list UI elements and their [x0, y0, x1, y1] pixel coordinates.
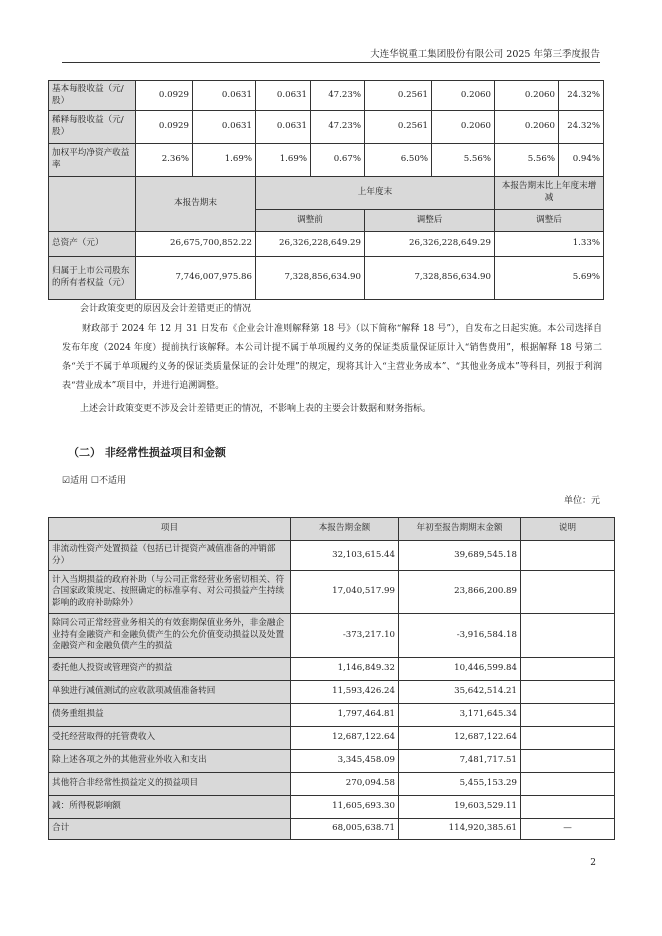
- key-metrics-table: [48, 80, 604, 300]
- ytd-amount: 7,481,717.51: [399, 750, 521, 773]
- header-current: 本报告期末: [136, 177, 256, 232]
- value-cell: 47.23%: [311, 111, 365, 144]
- current-amount: 1,146,849.32: [291, 658, 399, 681]
- note: [521, 773, 615, 796]
- row-label: 计入当期损益的政府补助（与公司正常经营业务密切相关、符合国家政策规定、按照确定的标准享有、对公司损益产生持续影响的政府补助除外）: [49, 571, 291, 614]
- note: [521, 681, 615, 704]
- value-cell: 7,746,007,975.86: [136, 257, 256, 300]
- note: [521, 727, 615, 750]
- current-amount: 11,593,426.24: [291, 681, 399, 704]
- table-row: [49, 727, 615, 750]
- table-row: [49, 750, 615, 773]
- note: —: [521, 819, 615, 840]
- value-cell: 1.33%: [495, 232, 604, 257]
- note: [521, 750, 615, 773]
- row-label: 基本每股收益（元/股）: [49, 81, 136, 111]
- current-amount: -373,217.10: [291, 614, 399, 658]
- value-cell: 0.0631: [193, 111, 256, 144]
- row-label: 非流动性资产处置损益（包括已计提资产减值准备的冲销部分）: [49, 541, 291, 571]
- value-cell: 1.69%: [193, 144, 256, 177]
- page-number: 2: [590, 858, 596, 868]
- ytd-amount: 12,687,122.64: [399, 727, 521, 750]
- page-header: 大连华锐重工集团股份有限公司 2025 年第三季度报告: [370, 49, 600, 60]
- table-row: [49, 144, 604, 177]
- header-ytd-amount: 年初至报告期期末金额: [399, 518, 521, 541]
- header-note: 说明: [521, 518, 615, 541]
- value-cell: 5.56%: [432, 144, 495, 177]
- value-cell: 0.94%: [559, 144, 604, 177]
- table-row: [49, 681, 615, 704]
- value-cell: 0.0631: [193, 81, 256, 111]
- value-cell: 0.2060: [495, 111, 559, 144]
- table-header-row: [49, 177, 604, 210]
- value-cell: 0.67%: [311, 144, 365, 177]
- header-after: 调整后: [365, 210, 495, 232]
- table-row: [49, 81, 604, 111]
- current-amount: 11,605,693.30: [291, 796, 399, 819]
- row-label: 总资产（元）: [49, 232, 136, 257]
- note: [521, 796, 615, 819]
- value-cell: 24.32%: [559, 111, 604, 144]
- table-row: [49, 257, 604, 300]
- header-rule: [62, 62, 600, 63]
- value-cell: 47.23%: [311, 81, 365, 111]
- current-amount: 1,797,464.81: [291, 704, 399, 727]
- header-after-change: 调整后: [495, 210, 604, 232]
- header-last-year: 上年度末: [256, 177, 495, 210]
- table-row: [49, 819, 615, 840]
- table-row: [49, 658, 615, 681]
- ytd-amount: -3,916,584.18: [399, 614, 521, 658]
- table-row: [49, 571, 615, 614]
- value-cell: 6.50%: [365, 144, 432, 177]
- row-label: 除同公司正常经营业务相关的有效套期保值业务外，非金融企业持有金融资产和金融负债产生的公允价值变动损益以及处置金融资产和金融负债产生的损益: [49, 614, 291, 658]
- unit-label: 单位：元: [563, 496, 600, 506]
- value-cell: 5.69%: [495, 257, 604, 300]
- note: [521, 571, 615, 614]
- ytd-amount: 23,866,200.89: [399, 571, 521, 614]
- row-label: 受托经营取得的托管费收入: [49, 727, 291, 750]
- note: [521, 704, 615, 727]
- value-cell: 0.2060: [432, 111, 495, 144]
- table-row: [49, 541, 615, 571]
- row-label: 其他符合非经常性损益定义的损益项目: [49, 773, 291, 796]
- table-row: [49, 704, 615, 727]
- header-current-amount: 本报告期金额: [291, 518, 399, 541]
- ytd-amount: 114,920,385.61: [399, 819, 521, 840]
- table-row: [49, 232, 604, 257]
- header-item: 项目: [49, 518, 291, 541]
- ytd-amount: 35,642,514.21: [399, 681, 521, 704]
- value-cell: 0.0929: [136, 81, 193, 111]
- value-cell: 5.56%: [495, 144, 559, 177]
- value-cell: 0.0929: [136, 111, 193, 144]
- table-row: [49, 796, 615, 819]
- policy-change-paragraph: 财政部于 2024 年 12 月 31 日发布《企业会计准则解释第 18 号》（以下简称“解释 18 号”），自发布之日起实施。本公司选择自发布年度（2024 年度）提前执行该解释。本公司计提不属于单项履约义务的保证类质量保证原计入“销售费用”，根据解释 18 号第二条“关于不属于单项履约义务的保证类质量保证的会计处理”的规定，现将其计入“主营业务成本”、“其他业务成本”等科目，列报于利润表“营业成本”项目中，并进行追溯调整。: [62, 324, 602, 391]
- current-amount: 32,103,615.44: [291, 541, 399, 571]
- header-before: 调整前: [256, 210, 365, 232]
- value-cell: 0.0631: [256, 111, 311, 144]
- current-amount: 12,687,122.64: [291, 727, 399, 750]
- table-row: [49, 614, 615, 658]
- current-amount: 3,345,458.09: [291, 750, 399, 773]
- row-label: 稀释每股收益（元/股）: [49, 111, 136, 144]
- row-label: 除上述各项之外的其他营业外收入和支出: [49, 750, 291, 773]
- current-amount: 17,040,517.99: [291, 571, 399, 614]
- policy-note: 上述会计政策变更不涉及会计差错更正的情况，不影响上表的主要会计数据和财务指标。: [80, 404, 432, 414]
- row-label: 单独进行减值测试的应收款项减值准备转回: [49, 681, 291, 704]
- row-label: 委托他人投资或管理资产的损益: [49, 658, 291, 681]
- applicable-checkbox: ☑适用 ☐不适用: [62, 476, 126, 486]
- current-amount: 68,005,638.71: [291, 819, 399, 840]
- value-cell: 7,328,856,634.90: [256, 257, 365, 300]
- value-cell: 0.2060: [495, 81, 559, 111]
- ytd-amount: 10,446,599.84: [399, 658, 521, 681]
- value-cell: 0.2561: [365, 81, 432, 111]
- value-cell: 26,675,700,852.22: [136, 232, 256, 257]
- ytd-amount: 3,171,645.34: [399, 704, 521, 727]
- value-cell: 0.0631: [256, 81, 311, 111]
- header-change: 本报告期末比上年度末增减: [495, 177, 604, 210]
- table-row: [49, 773, 615, 796]
- value-cell: 26,326,228,649.29: [365, 232, 495, 257]
- section-title: （二） 非经常性损益项目和金额: [68, 446, 226, 459]
- value-cell: 24.32%: [559, 81, 604, 111]
- ytd-amount: 39,689,545.18: [399, 541, 521, 571]
- value-cell: 26,326,228,649.29: [256, 232, 365, 257]
- table-header-row: [49, 518, 615, 541]
- non-recurring-gains-table: [48, 517, 615, 840]
- value-cell: 0.2561: [365, 111, 432, 144]
- value-cell: 2.36%: [136, 144, 193, 177]
- note: [521, 541, 615, 571]
- value-cell: 7,328,856,634.90: [365, 257, 495, 300]
- row-label: 加权平均净资产收益率: [49, 144, 136, 177]
- current-amount: 270,094.58: [291, 773, 399, 796]
- row-label: 合计: [49, 819, 291, 840]
- note: [521, 658, 615, 681]
- note: [521, 614, 615, 658]
- policy-change-heading: 会计政策变更的原因及会计差错更正的情况: [80, 304, 252, 314]
- ytd-amount: 19,603,529.11: [399, 796, 521, 819]
- row-label: 归属于上市公司股东的所有者权益（元）: [49, 257, 136, 300]
- ytd-amount: 5,455,153.29: [399, 773, 521, 796]
- row-label: 减：所得税影响额: [49, 796, 291, 819]
- row-label: 债务重组损益: [49, 704, 291, 727]
- table-row: [49, 111, 604, 144]
- value-cell: 1.69%: [256, 144, 311, 177]
- value-cell: 0.2060: [432, 81, 495, 111]
